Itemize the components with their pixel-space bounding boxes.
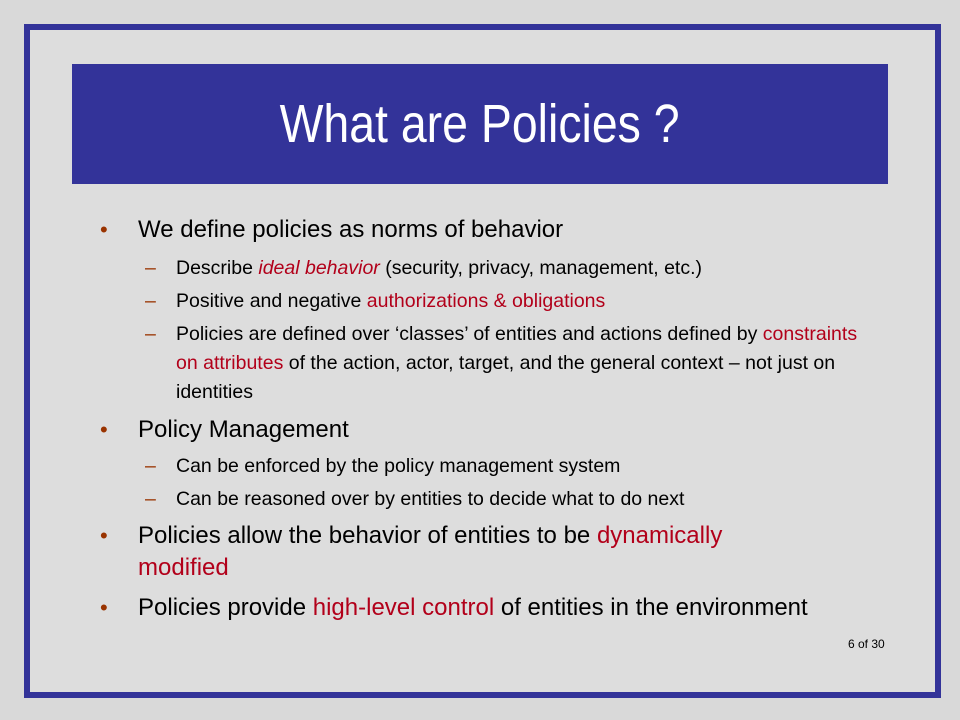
page-number: 6 of 30	[848, 637, 885, 651]
sub-bullet-item	[145, 452, 875, 481]
bullet-text: Policies allow the behavior of entities to be dynamically modified	[138, 522, 723, 581]
bullet-text: We define policies as norms of behavior	[138, 216, 564, 243]
highlight-text: constraints on attributes	[176, 323, 858, 374]
sub-bullet-text: Can be enforced by the policy management system	[176, 455, 621, 477]
bullet-item	[100, 214, 890, 246]
highlight-text: authorizations & obligations	[366, 290, 606, 312]
sub-bullet-marker: –	[145, 455, 156, 477]
sub-bullet-text: Positive and negative authorizations & obligations	[176, 290, 606, 312]
highlight-text: high-level control	[312, 594, 495, 621]
slide-title: What are Policies ?	[279, 94, 681, 154]
bullet-item	[100, 520, 800, 584]
bullet-marker: •	[100, 595, 108, 620]
bullet-marker: •	[100, 417, 108, 442]
title-bar	[72, 64, 888, 184]
highlight-text: dynamically modified	[138, 522, 723, 581]
sub-bullet-item	[145, 485, 875, 514]
sub-bullet-marker: –	[145, 488, 156, 510]
bullet-marker: •	[100, 523, 108, 548]
sub-bullet-text: Can be reasoned over by entities to decide what to do next	[176, 488, 685, 510]
highlight-text: ideal behavior	[258, 257, 380, 279]
bullet-item	[100, 592, 900, 624]
bullet-item	[100, 414, 890, 446]
sub-bullet-item	[145, 320, 860, 407]
sub-bullet-marker: –	[145, 323, 156, 345]
sub-bullet-marker: –	[145, 290, 156, 312]
bullet-marker: •	[100, 217, 108, 242]
bullet-text: Policies provide high-level control of entities in the environment	[138, 594, 808, 621]
bullet-text: Policy Management	[138, 416, 349, 443]
sub-bullet-marker: –	[145, 257, 156, 279]
sub-bullet-text: Policies are defined over ‘classes’ of entities and actions defined by constraints on attributes of the action, actor, target, and the general context – not just on identities	[176, 323, 858, 403]
sub-bullet-item	[145, 287, 875, 316]
sub-bullet-item	[145, 254, 875, 283]
sub-bullet-text: Describe ideal behavior (security, privacy, management, etc.)	[176, 257, 703, 279]
